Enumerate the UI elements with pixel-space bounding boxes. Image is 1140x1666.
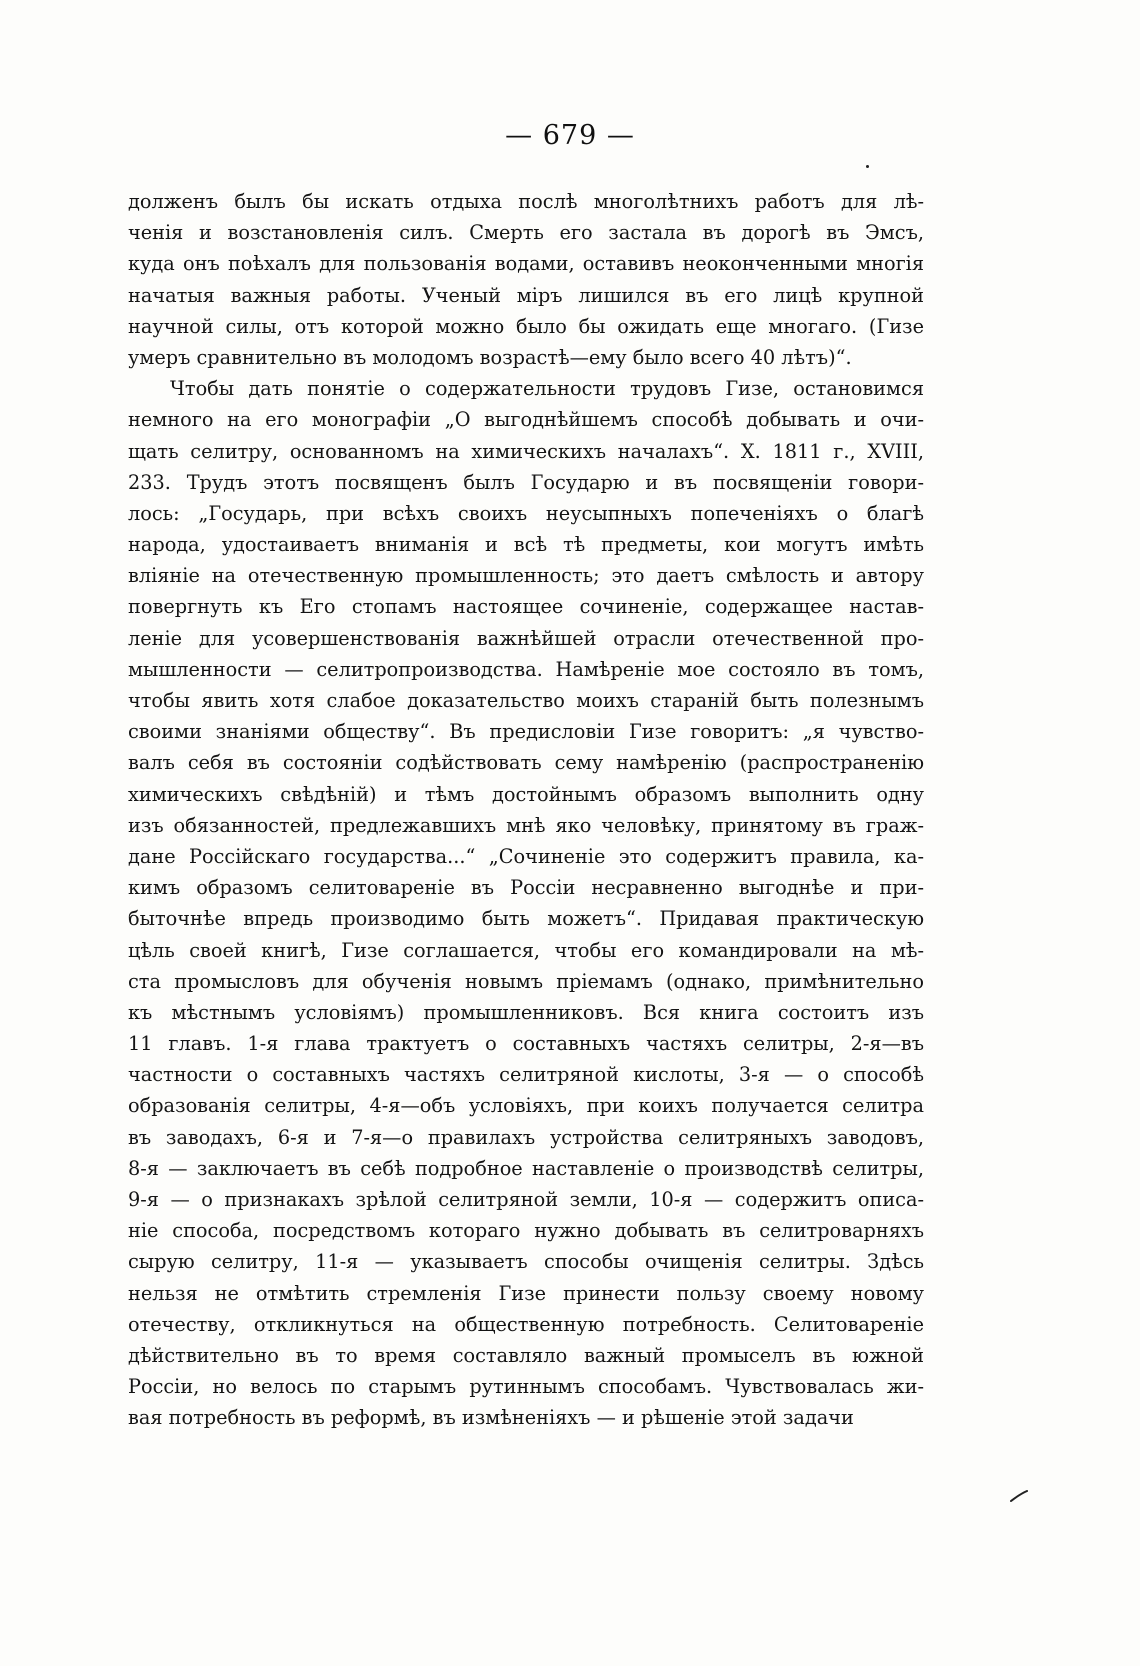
text-line: нельзя не отмѣтить стремленія Гизе принести пользу своему новому xyxy=(128,1281,924,1305)
text-line: своими знаніями обществу“. Въ предисловіи Гизе говоритъ: „я чувство- xyxy=(128,720,924,744)
text-line: частности о составныхъ частяхъ селитряной кислоты, 3-я — о способѣ xyxy=(128,1063,924,1087)
text-line: куда онъ поѣхалъ для пользованія водами, оставивъ неоконченными многія xyxy=(128,252,924,276)
paragraph-1 xyxy=(128,186,924,373)
text-line: 8-я — заключаетъ въ себѣ подробное наставленіе о производствѣ селитры, xyxy=(128,1156,924,1180)
text-line: въ заводахъ, 6-я и 7-я—о правилахъ устройства селитряныхъ заводовъ, xyxy=(128,1125,924,1149)
text-line: вліяніе на отечественную промышленность; это даетъ смѣлость и автору xyxy=(128,564,924,588)
text-line: дане Россійскаго государства...“ „Сочиненіе это содержитъ правила, ка- xyxy=(128,844,924,868)
page-number: — 679 — xyxy=(505,120,635,151)
text-line: Чтобы дать понятіе о содержательности трудовъ Гизе, остановимся xyxy=(170,377,924,401)
text-line: ченія и возстановленія силъ. Смерть его застала въ дорогѣ въ Эмсъ, xyxy=(128,221,924,245)
text-line: химическихъ свѣдѣній) и тѣмъ достойнымъ образомъ выполнить одну xyxy=(128,782,924,806)
text-line: лось: „Государь, при всѣхъ своихъ неусыпныхъ попеченіяхъ о благѣ xyxy=(128,501,924,525)
body-text xyxy=(128,186,924,1434)
text-line: образованія селитры, 4-я—объ условіяхъ, при коихъ получается селитра xyxy=(128,1094,924,1118)
text-line: щать селитру, основанномъ на химическихъ началахъ“. X. 1811 г., XVIII, xyxy=(128,439,924,463)
text-line: начатыя важныя работы. Ученый міръ лишился въ его лицѣ крупной xyxy=(128,283,924,307)
text-line: чтобы явить хотя слабое доказательство моихъ стараній быть полезнымъ xyxy=(128,689,924,712)
text-line: народа, удостаиваетъ вниманія и всѣ тѣ предметы, кои могутъ имѣть xyxy=(128,533,924,557)
text-line: быточнѣе впредь производимо быть можетъ“. Придавая практическую xyxy=(128,907,924,931)
text-line: Россіи, но велось по старымъ рутиннымъ способамъ. Чувствовалась жи- xyxy=(128,1375,924,1399)
text-line: умеръ сравнительно въ молодомъ возрастѣ—ему было всего 40 лѣтъ)“. xyxy=(128,345,852,369)
text-line: кимъ образомъ селитовареніе въ Россіи несравненно выгоднѣе и при- xyxy=(128,876,924,900)
text-line: леніе для усовершенствованія важнѣйшей отрасли отечественной про- xyxy=(128,626,924,650)
text-line: сырую селитру, 11-я — указываетъ способы очищенія селитры. Здѣсь xyxy=(128,1250,924,1274)
text-line: 9-я — о признакахъ зрѣлой селитряной земли, 10-я — содержитъ описа- xyxy=(128,1188,924,1211)
text-line: немного на его монографіи „О выгоднѣйшемъ способѣ добывать и очи- xyxy=(128,408,924,432)
paragraph-2 xyxy=(128,373,924,1433)
scan-speck xyxy=(866,165,869,168)
text-line: повергнуть къ Его стопамъ настоящее сочиненіе, содержащее настав- xyxy=(128,595,924,619)
text-line: мышленности — селитропроизводства. Намѣреніе мое состояло въ томъ, xyxy=(128,657,924,681)
text-line: изъ обязанностей, предлежавшихъ мнѣ яко человѣку, принятому въ граж- xyxy=(128,813,924,837)
text-line: вая потребность въ реформѣ, въ измѣненіяхъ — и рѣшеніе этой задачи xyxy=(128,1406,854,1430)
text-line: къ мѣстнымъ условіямъ) промышленниковъ. Вся книга состоитъ изъ xyxy=(128,1000,924,1024)
text-line: ста промысловъ для обученія новымъ пріемамъ (однако, примѣнительно xyxy=(128,969,924,993)
text-line: цѣль своей книгѣ, Гизе соглашается, чтобы его командировали на мѣ- xyxy=(128,938,924,962)
text-line: валъ себя въ состояніи содѣйствовать сему намѣренію (распространенію xyxy=(128,751,924,775)
text-line: научной силы, отъ которой можно было бы ожидать еще многаго. (Гизе xyxy=(128,314,924,338)
text-line: отечеству, откликнуться на общественную потребность. Селитовареніе xyxy=(128,1312,924,1336)
text-line: 11 главъ. 1-я глава трактуетъ о составныхъ частяхъ селитры, 2-я—въ xyxy=(128,1032,924,1056)
scan-mark xyxy=(1010,1490,1028,1502)
text-line: ніе способа, посредствомъ котораго нужно добывать въ селитроварняхъ xyxy=(128,1219,924,1243)
text-line: 233. Трудъ этотъ посвященъ былъ Государю и въ посвященіи говори- xyxy=(128,470,924,494)
text-line: дѣйствительно въ то время составляло важный промыселъ въ южной xyxy=(128,1343,924,1367)
text-line: долженъ былъ бы искать отдыха послѣ многолѣтнихъ работъ для лѣ- xyxy=(128,190,924,213)
